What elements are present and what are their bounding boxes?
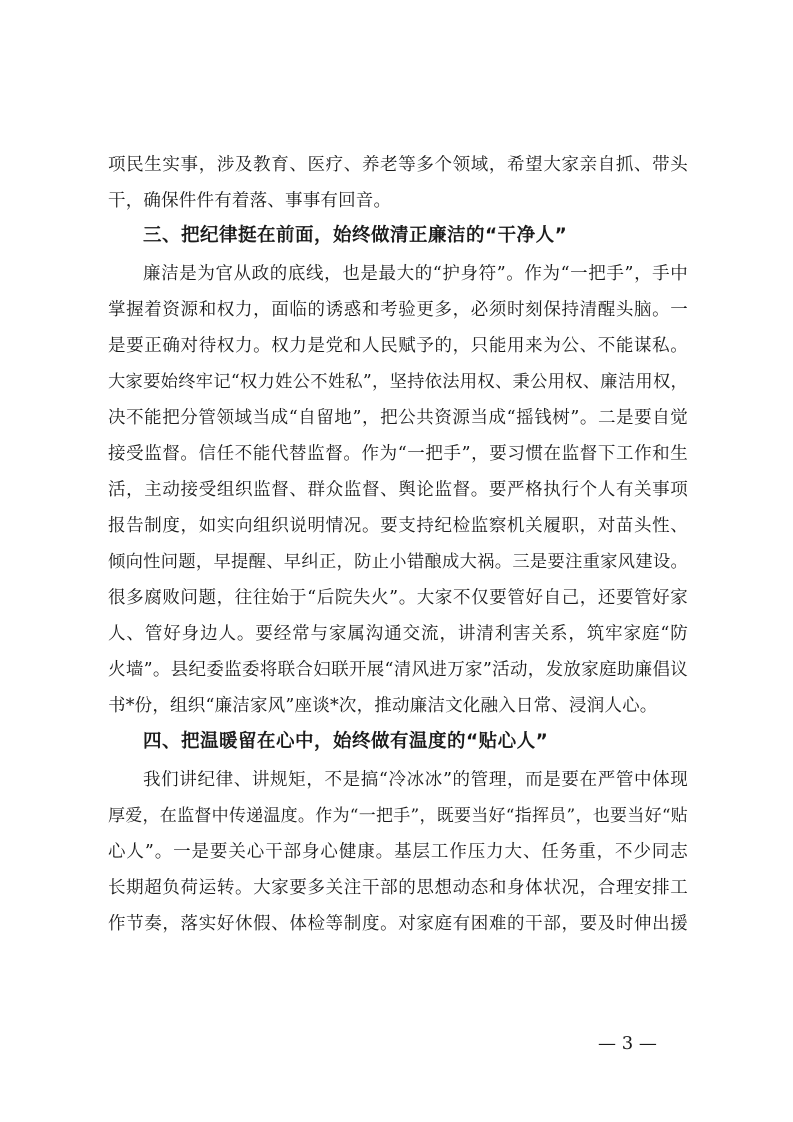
section-heading-three: 三、把纪律挺在前面，始终做清正廉洁的“干净人” <box>143 225 568 246</box>
body-text-line: 报告制度，如实向组织说明情况。要支持纪检监察机关履职，对苗头性、 <box>108 516 688 536</box>
body-text-line: 厚爱，在监督中传递温度。作为“一把手”，既要当好“指挥员”，也要当好“贴 <box>108 806 688 826</box>
body-text-line: 作节奏，落实好休假、体检等制度。对家庭有困难的干部，要及时伸出援 <box>108 914 688 934</box>
body-text-line: 活，主动接受组织监督、群众监督、舆论监督。要严格执行个人有关事项 <box>108 480 688 500</box>
body-text-line: 倾向性问题，早提醒、早纠正，防止小错酿成大祸。三是要注重家风建设。 <box>108 552 688 572</box>
body-text-line: 我们讲纪律、讲规矩，不是搞“冷冰冰”的管理，而是要在严管中体现 <box>143 770 688 790</box>
body-text-line: 是要正确对待权力。权力是党和人民赋予的，只能用来为公、不能谋私。 <box>108 336 688 356</box>
body-text-line: 火墙”。县纪委监委将联合妇联开展“清风进万家”活动，发放家庭助廉倡议 <box>108 660 688 680</box>
body-text-line: 书*份，组织“廉洁家风”座谈*次，推动廉洁文化融入日常、浸润人心。 <box>108 696 658 716</box>
body-text-line: 掌握着资源和权力，面临的诱惑和考验更多，必须时刻保持清醒头脑。一 <box>108 300 688 320</box>
body-text-line: 干，确保件件有着落、事事有回音。 <box>108 191 392 211</box>
body-text-line: 很多腐败问题，往往始于“后院失火”。大家不仅要管好自己，还要管好家 <box>108 588 688 608</box>
section-heading-four: 四、把温暖留在心中，始终做有温度的“贴心人” <box>143 731 549 752</box>
page-number: — 3 — <box>598 1033 657 1054</box>
body-text-line: 人、管好身边人。要经常与家属沟通交流，讲清利害关系，筑牢家庭“防 <box>108 624 688 644</box>
body-text-line: 长期超负荷运转。大家要多关注干部的思想动态和身体状况，合理安排工 <box>108 878 688 898</box>
body-text-line: 廉洁是为官从政的底线，也是最大的“护身符”。作为“一把手”，手中 <box>143 264 688 284</box>
body-text-line: 决不能把分管领域当成“自留地”，把公共资源当成“摇钱树”。二是要自觉 <box>108 408 688 428</box>
body-text-line: 项民生实事，涉及教育、医疗、养老等多个领域，希望大家亲自抓、带头 <box>108 155 688 175</box>
body-text-line: 大家要始终牢记“权力姓公不姓私”，坚持依法用权、秉公用权、廉洁用权， <box>108 372 688 392</box>
body-text-line: 接受监督。信任不能代替监督。作为“一把手”，要习惯在监督下工作和生 <box>108 444 688 464</box>
body-text-line: 心人”。一是要关心干部身心健康。基层工作压力大、任务重，不少同志 <box>108 842 688 862</box>
